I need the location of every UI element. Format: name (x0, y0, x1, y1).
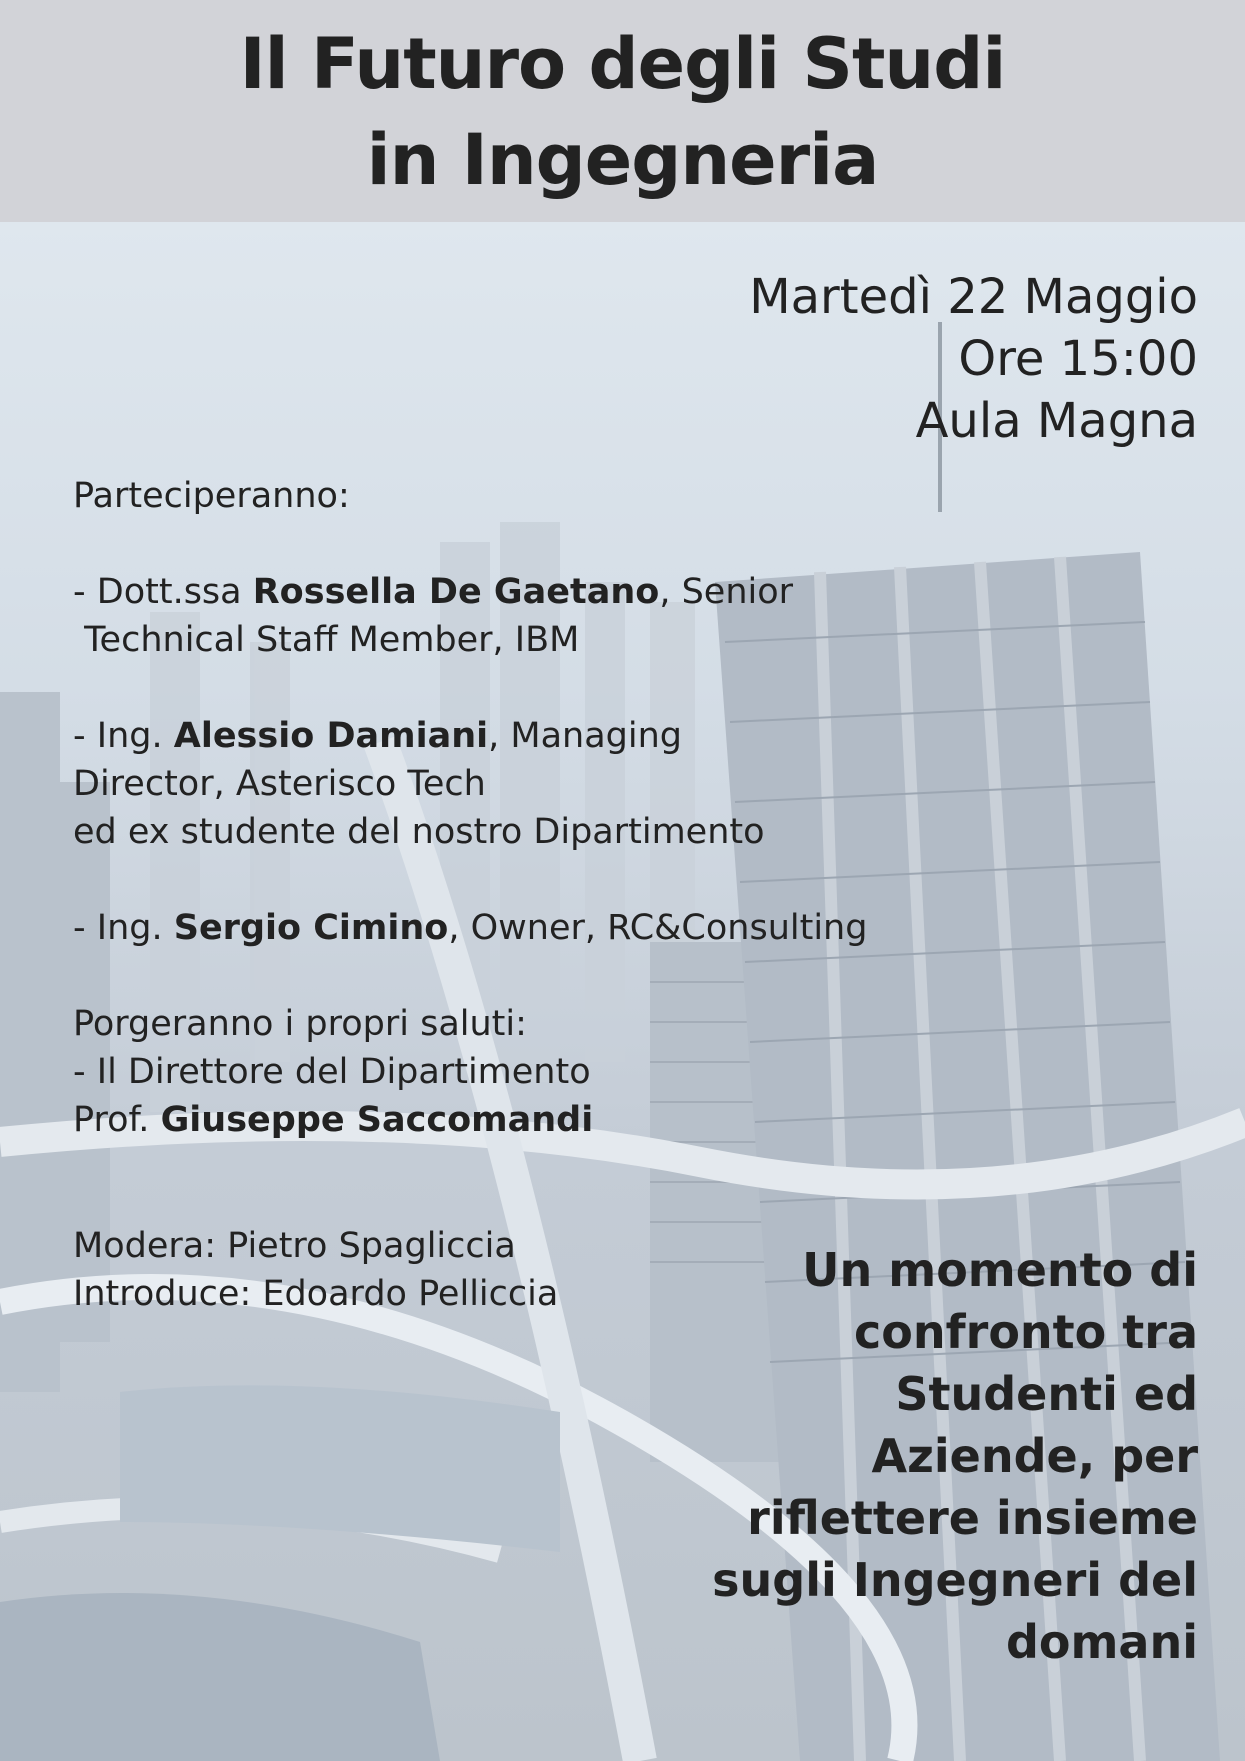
speaker-3-title: - Ing. (73, 908, 174, 948)
speaker-2 (73, 712, 953, 760)
speaker-1-role: , Senior (659, 572, 794, 612)
event-details (749, 266, 1198, 452)
tagline-line: confronto tra (854, 1305, 1198, 1359)
moderator: Modera: Pietro Spagliccia (73, 1226, 516, 1266)
title-line-1: Il Futuro degli Studi (239, 23, 1006, 105)
tagline-line: Studenti ed (895, 1367, 1198, 1421)
page-title (0, 0, 1245, 208)
speakers-section (73, 472, 953, 1318)
event-date: Martedì 22 Maggio (749, 269, 1198, 325)
speaker-1 (73, 568, 953, 616)
tagline-line: domani (1005, 1615, 1198, 1669)
speaker-2-name: Alessio Damiani (173, 716, 489, 756)
speaker-1-title: - Dott.ssa (73, 572, 253, 612)
event-place: Aula Magna (915, 393, 1198, 449)
speaker-2-note: ed ex studente del nostro Dipartimento (73, 812, 765, 852)
greetings-title: Prof. (73, 1100, 161, 1140)
speaker-2-role: , Managing (488, 716, 682, 756)
title-line-2: in Ingegneria (366, 119, 879, 201)
tagline-line: Un momento di (802, 1243, 1198, 1297)
greetings-speaker (73, 1096, 953, 1144)
event-time: Ore 15:00 (958, 331, 1198, 387)
speaker-3-role: , Owner, RC&Consulting (448, 908, 868, 948)
speaker-2-title: - Ing. (73, 716, 174, 756)
title-banner (0, 0, 1245, 222)
tagline-line: sugli Ingegneri del (712, 1553, 1198, 1607)
greetings-line: - Il Direttore del Dipartimento (73, 1052, 591, 1092)
speakers-heading: Parteciperanno: (73, 476, 350, 516)
tagline-line: Aziende, per (871, 1429, 1198, 1483)
introducer: Introduce: Edoardo Pelliccia (73, 1274, 559, 1314)
greetings-name: Giuseppe Saccomandi (160, 1100, 594, 1140)
speaker-3-name: Sergio Cimino (173, 908, 449, 948)
speaker-2-role-cont: Director, Asterisco Tech (73, 764, 486, 804)
greetings-heading: Porgeranno i propri saluti: (73, 1004, 527, 1044)
speaker-3 (73, 904, 953, 952)
tagline (638, 1239, 1198, 1673)
speaker-1-name: Rossella De Gaetano (252, 572, 660, 612)
tagline-line: riflettere insieme (747, 1491, 1198, 1545)
speaker-1-role-cont: Technical Staff Member, IBM (73, 620, 580, 660)
